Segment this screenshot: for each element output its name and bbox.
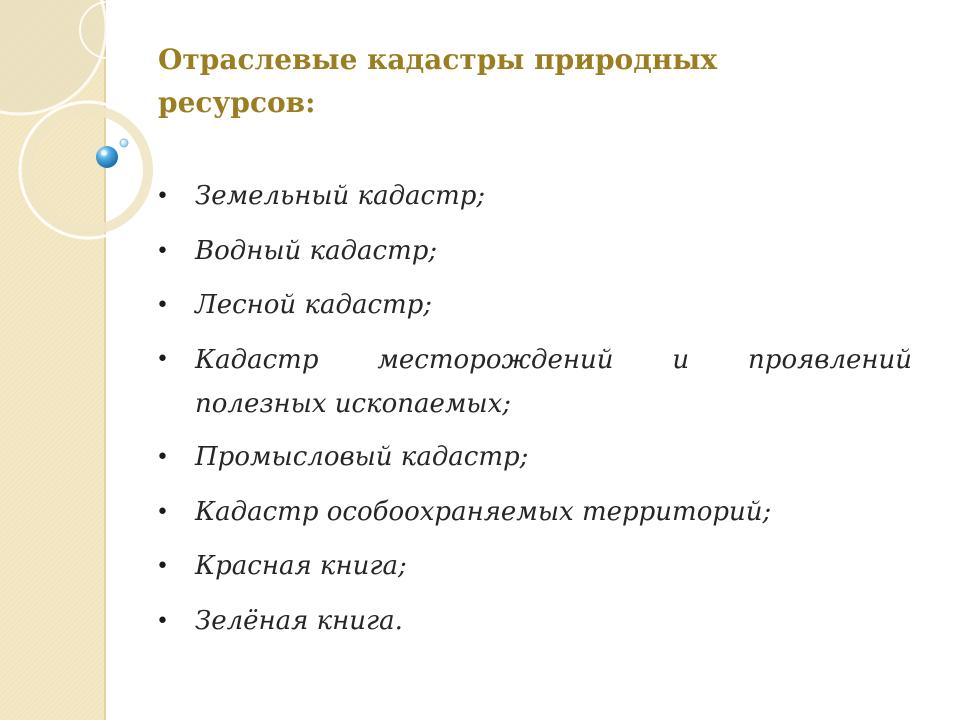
bullet-marker: • (156, 238, 169, 264)
list-item (152, 174, 912, 219)
ornament-ring-lower-band (28, 110, 148, 230)
decorative-circles-ornament (0, 0, 160, 240)
list-item (152, 283, 912, 328)
ornament-large-circle (0, 0, 106, 114)
list-gap (152, 426, 912, 436)
list-gap (152, 589, 912, 599)
list-gap (152, 274, 912, 284)
bullet-marker: • (156, 554, 169, 579)
list-gap (152, 480, 912, 490)
list-gap (152, 535, 912, 545)
bullet-marker: • (156, 445, 169, 470)
list-item-text: Красная книга; (195, 551, 407, 581)
blue-ball-ornament (96, 146, 118, 168)
list-gap (152, 328, 912, 338)
bullet-marker: • (156, 346, 169, 372)
bullet-marker: • (156, 184, 169, 209)
bullet-list (152, 174, 912, 644)
list-item-text: Земельный кадастр; (195, 181, 486, 211)
list-item (152, 599, 912, 644)
small-ball-ornament (120, 139, 128, 147)
list-item-text: Водный кадастр; (195, 235, 438, 266)
blue-ball-highlight (101, 150, 107, 156)
list-item-text: Кадастр особоохраняемых территорий; (195, 496, 772, 527)
slide-title: Отраслевые кадастры природных ресурсов: (158, 43, 718, 119)
bullet-marker: • (156, 293, 169, 318)
bullet-marker: • (156, 499, 169, 525)
list-item-text: Зелёная книга. (195, 605, 403, 636)
list-item-text-line-2: полезных ископаемых; (195, 388, 512, 419)
list-item-text-line-1: Кадастр месторождений и проявлений (195, 344, 912, 375)
list-gap (152, 219, 912, 229)
list-item (152, 544, 912, 589)
list-item-text: Промысловый кадастр; (195, 442, 529, 472)
list-item (152, 338, 912, 426)
bullet-marker: • (156, 608, 169, 634)
ornament-ring-lower (20, 102, 156, 238)
list-item-text: Лесной кадастр; (195, 290, 433, 320)
list-item (152, 435, 912, 480)
list-item (152, 490, 912, 535)
list-item (152, 229, 912, 274)
